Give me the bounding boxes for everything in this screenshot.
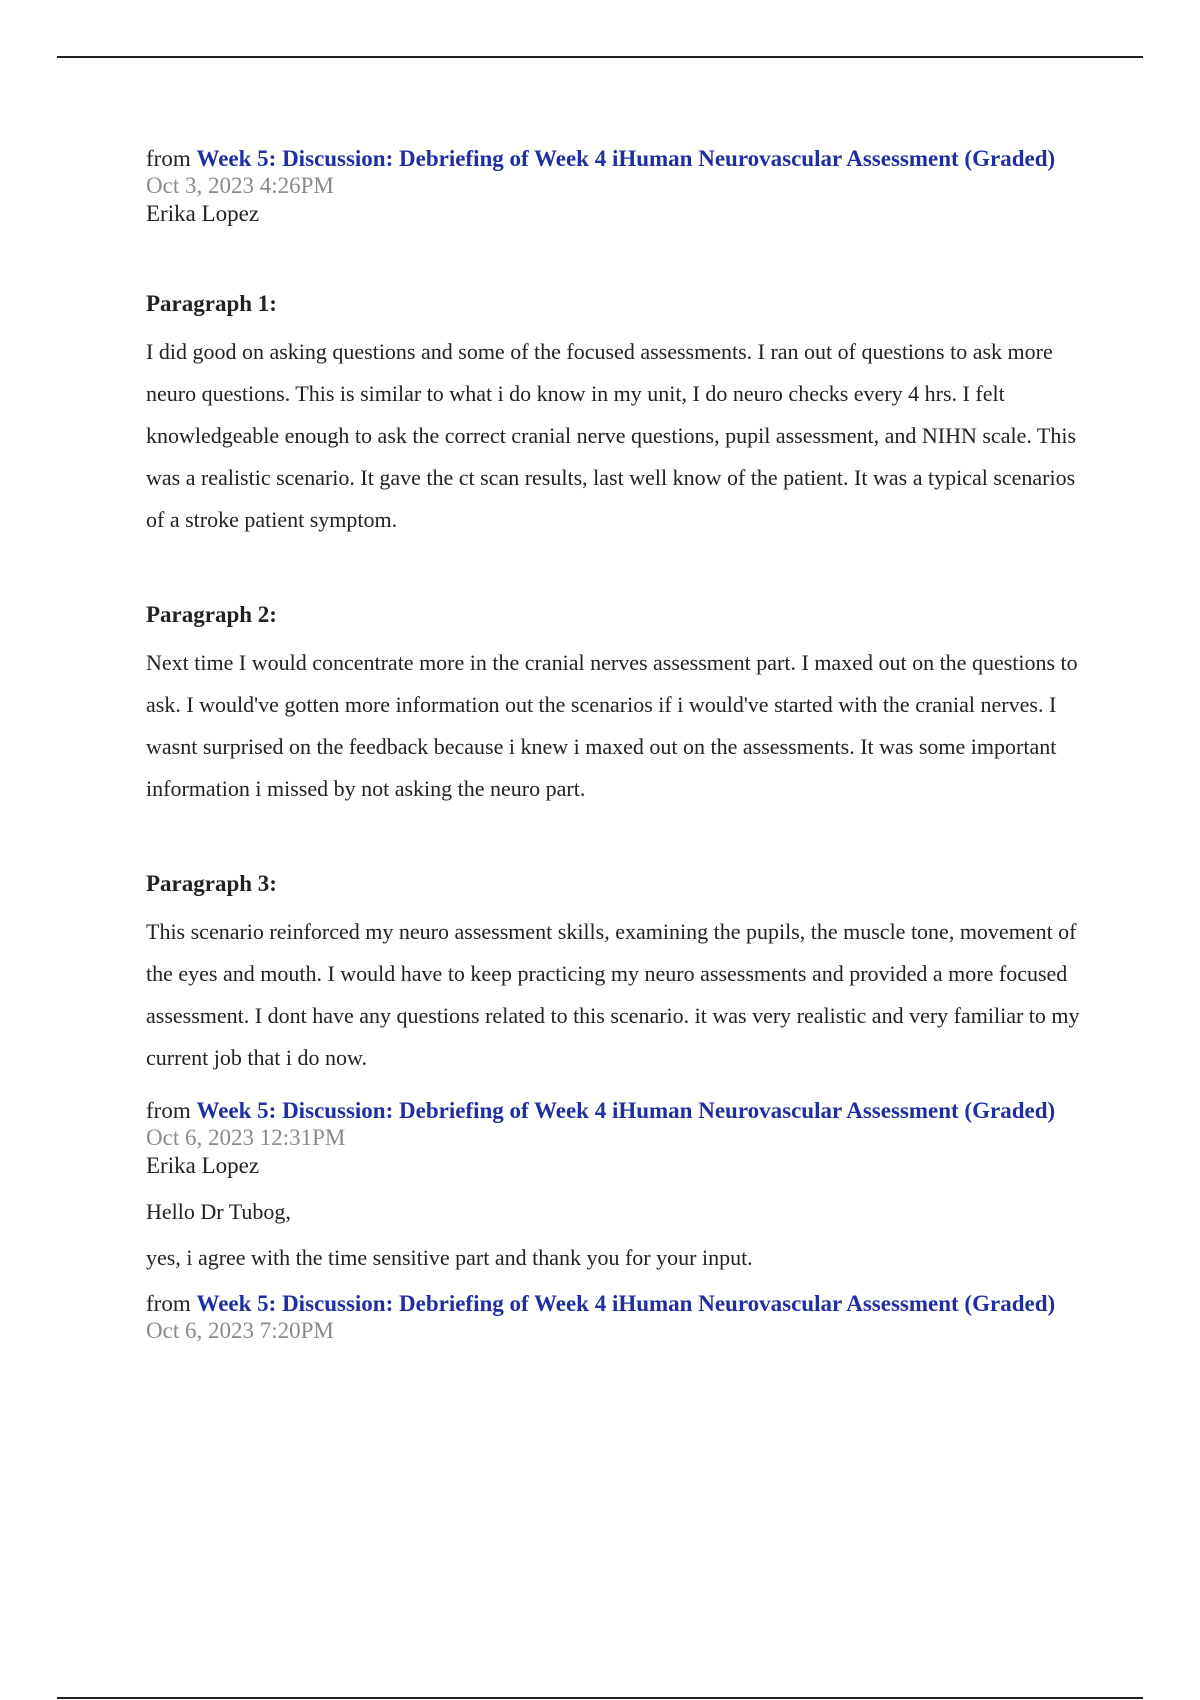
paragraph-body: This scenario reinforced my neuro assessment skills, examining the pupils, the muscle tone, movement of the eyes and mouth. I would have to keep practicing my neuro assessments and provided a more focused assessment. I dont have any questions related to this scenario. it was very realistic and very familiar to my current job that i do now. bbox=[146, 919, 1080, 1070]
paragraph-heading: Paragraph 2: bbox=[146, 602, 277, 627]
entry-timestamp: Oct 6, 2023 7:20PM bbox=[146, 1318, 334, 1343]
paragraph-body: Next time I would concentrate more in the cranial nerves assessment part. I maxed out on the questions to ask. I would've gotten more information out the scenarios if i would've started with the cranial nerves. I wasnt surprised on the feedback because i knew i maxed out on the assessments. It was some important information i missed by not asking the neuro part. bbox=[146, 650, 1078, 801]
entry-author: Erika Lopez bbox=[146, 201, 260, 226]
paragraph-heading: Paragraph 3: bbox=[146, 871, 277, 896]
reply-message: yes, i agree with the time sensitive part and thank you for your input. bbox=[146, 1245, 753, 1270]
entry-source-line bbox=[146, 145, 1092, 172]
reply-greeting: Hello Dr Tubog, bbox=[146, 1199, 291, 1224]
discussion-topic-link[interactable]: Week 5: Discussion: Debriefing of Week 4 iHuman Neurovascular Assessment (Graded) bbox=[196, 1098, 1056, 1123]
discussion-entry bbox=[146, 1290, 1092, 1345]
entry-timestamp: Oct 3, 2023 4:26PM bbox=[146, 173, 334, 198]
entry-timestamp: Oct 6, 2023 12:31PM bbox=[146, 1125, 346, 1150]
discussion-topic-link[interactable]: Week 5: Discussion: Debriefing of Week 4 iHuman Neurovascular Assessment (Graded) bbox=[196, 146, 1056, 171]
bottom-divider bbox=[57, 1697, 1143, 1699]
from-label: from bbox=[146, 1098, 191, 1123]
paragraph-heading: Paragraph 1: bbox=[146, 291, 277, 316]
entry-author: Erika Lopez bbox=[146, 1153, 260, 1178]
from-label: from bbox=[146, 146, 191, 171]
from-label: from bbox=[146, 1291, 191, 1316]
discussion-content bbox=[146, 145, 1092, 1345]
discussion-entry bbox=[146, 145, 1092, 1079]
entry-source-line bbox=[146, 1097, 1092, 1124]
top-divider bbox=[57, 56, 1143, 58]
discussion-entry bbox=[146, 1097, 1092, 1272]
discussion-topic-link[interactable]: Week 5: Discussion: Debriefing of Week 4 iHuman Neurovascular Assessment (Graded) bbox=[196, 1291, 1056, 1316]
entry-source-line bbox=[146, 1290, 1092, 1317]
paragraph-body: I did good on asking questions and some of the focused assessments. I ran out of questions to ask more neuro questions. This is similar to what i do know in my unit, I do neuro checks every 4 hrs. I felt knowledgeable enough to ask the correct cranial nerve questions, pupil assessment, and NIHN scale. This was a realistic scenario. It gave the ct scan results, last well know of the patient. It was a typical scenarios of a stroke patient symptom. bbox=[146, 339, 1077, 532]
